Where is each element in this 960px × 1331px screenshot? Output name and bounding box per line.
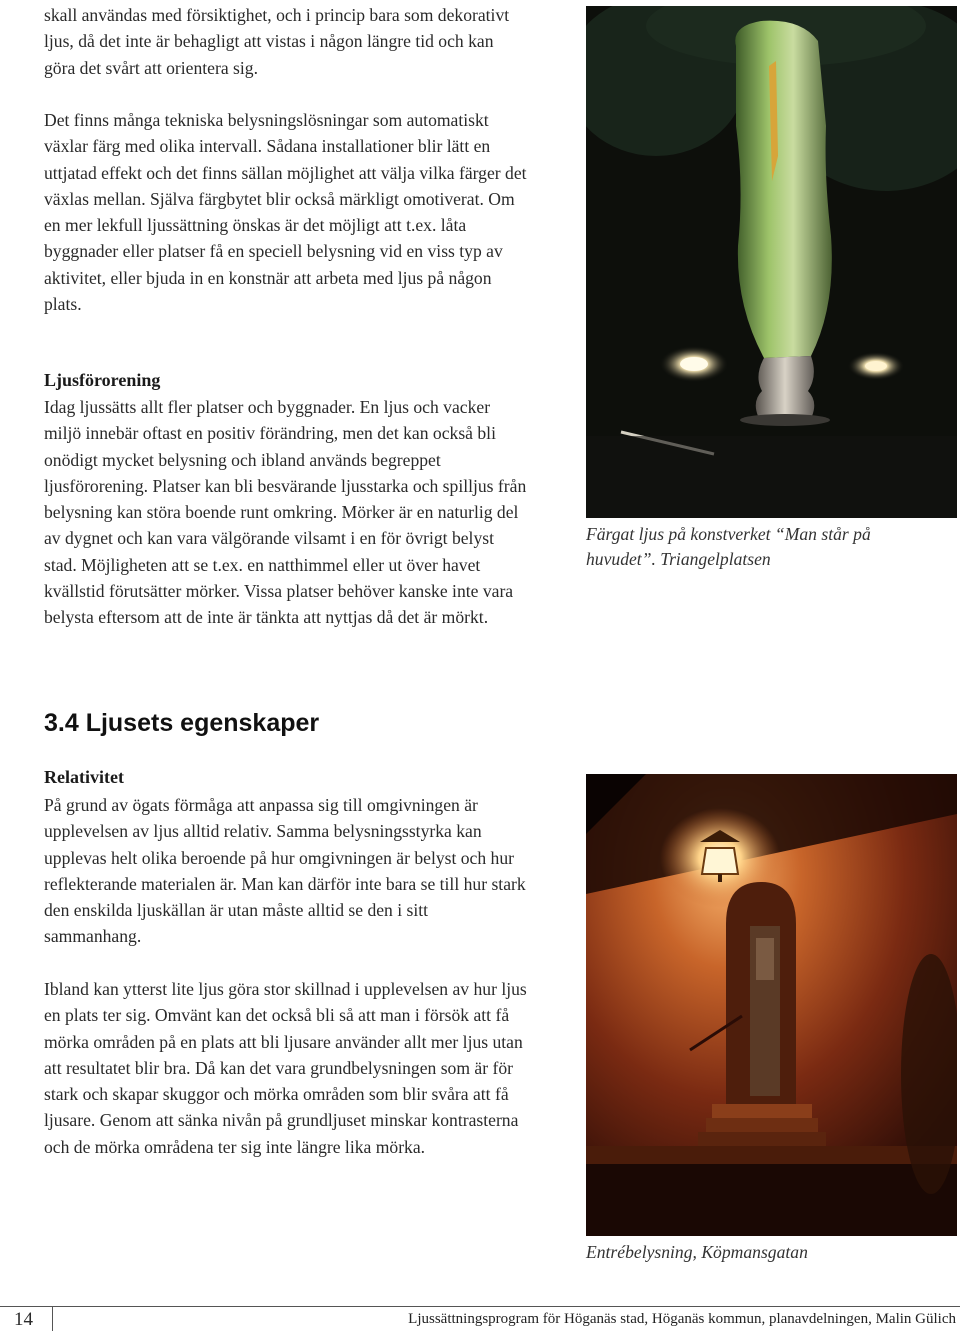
footer-rule	[0, 1306, 960, 1307]
sculpture-caption: Färgat ljus på konstverket “Man står på huvudet”. Triangelplatsen	[586, 524, 871, 569]
contrast-paragraph: Ibland kan ytterst lite ljus göra stor skillnad i upplevelsen av hur ljus en plats ter sig. Omvänt kan det också bli så att man i försök att få mörka områden på en plats att bli ljusare använder allt mer ljus utan att resultatet blir bra. Då kan det vara grundbelysningen som är för stark och skapar skuggor och mörka områden som blir svåra att få ljusare. Genom att sänka nivån på grundljuset minskar kontrasterna och de mörka områdena ter sig inte längre lika mörka.	[44, 979, 527, 1157]
entrance-photo	[586, 774, 957, 1236]
entrance-illustration	[586, 774, 957, 1236]
ljusfororening-heading: Ljusförorening	[44, 370, 161, 390]
color-paragraph: Det finns många tekniska belysningslösningar som automatiskt växlar färg med olika intervall. Sådana installationer blir lätt en uttjatad effekt och det finns sällan möjlighet att välja vilka färger det växlas mellan. Själva färgbytet blir också märkligt omotiverat. Om en mer lekfull ljussättning önskas är det möjligt att t.ex. låta byggnader eller platser få en speciell belysning vid en viss typ av aktivitet, eller bjuda in en konstnär att arbeta med ljus på någon plats.	[44, 110, 527, 315]
sculpture-photo	[586, 6, 957, 518]
top-paragraph: skall användas med försiktighet, och i princip bara som dekorativt ljus, då det inte är behagligt att vistas i någon längre tid och kan göra det svårt att orientera sig.	[44, 5, 510, 78]
footer-divider	[52, 1306, 53, 1331]
footer-text: Ljussättningsprogram för Höganäs stad, Höganäs kommun, planavdelningen, Malin Gülich	[408, 1311, 956, 1327]
relativitet-text: På grund av ögats förmåga att anpassa sig till omgivningen är upplevelsen av ljus alltid relativ. Samma belysningsstyrka kan upplevas helt olika beroende på hur omgivningen är belyst och hur reflekterande materialen är. Man kan därför inte bara se till hur stark den enskilda ljuskällan är utan måste alltid se den i sitt sammanhang.	[44, 795, 526, 947]
page-number: 14	[14, 1309, 33, 1330]
entrance-caption: Entrébelysning, Köpmansgatan	[586, 1242, 808, 1262]
relativitet-heading: Relativitet	[44, 767, 124, 787]
ljusfororening-text: Idag ljussätts allt fler platser och byggnader. En ljus och vacker miljö innebär oftast en positiv förändring, men det kan också bli onödigt mycket belysning och ibland används begreppet ljusförorening. Platser kan bli besvärande ljusstarka och spilljus från belysning kan störa boende runt omkring. Mörker är en naturlig del av dygnet och kan vara välgörande vilsamt i en för övrigt belyst stad. Möjligheten att se t.ex. en natthimmel eller ut över havet kvällstid förutsätter mörker. Vissa platser behöver kanske inte vara belysta eftersom att de inte är tänkta att nyttjas då det är mörkt.	[44, 397, 527, 628]
section-title: 3.4 Ljusets egenskaper	[44, 709, 320, 737]
sculpture-illustration	[586, 6, 957, 518]
